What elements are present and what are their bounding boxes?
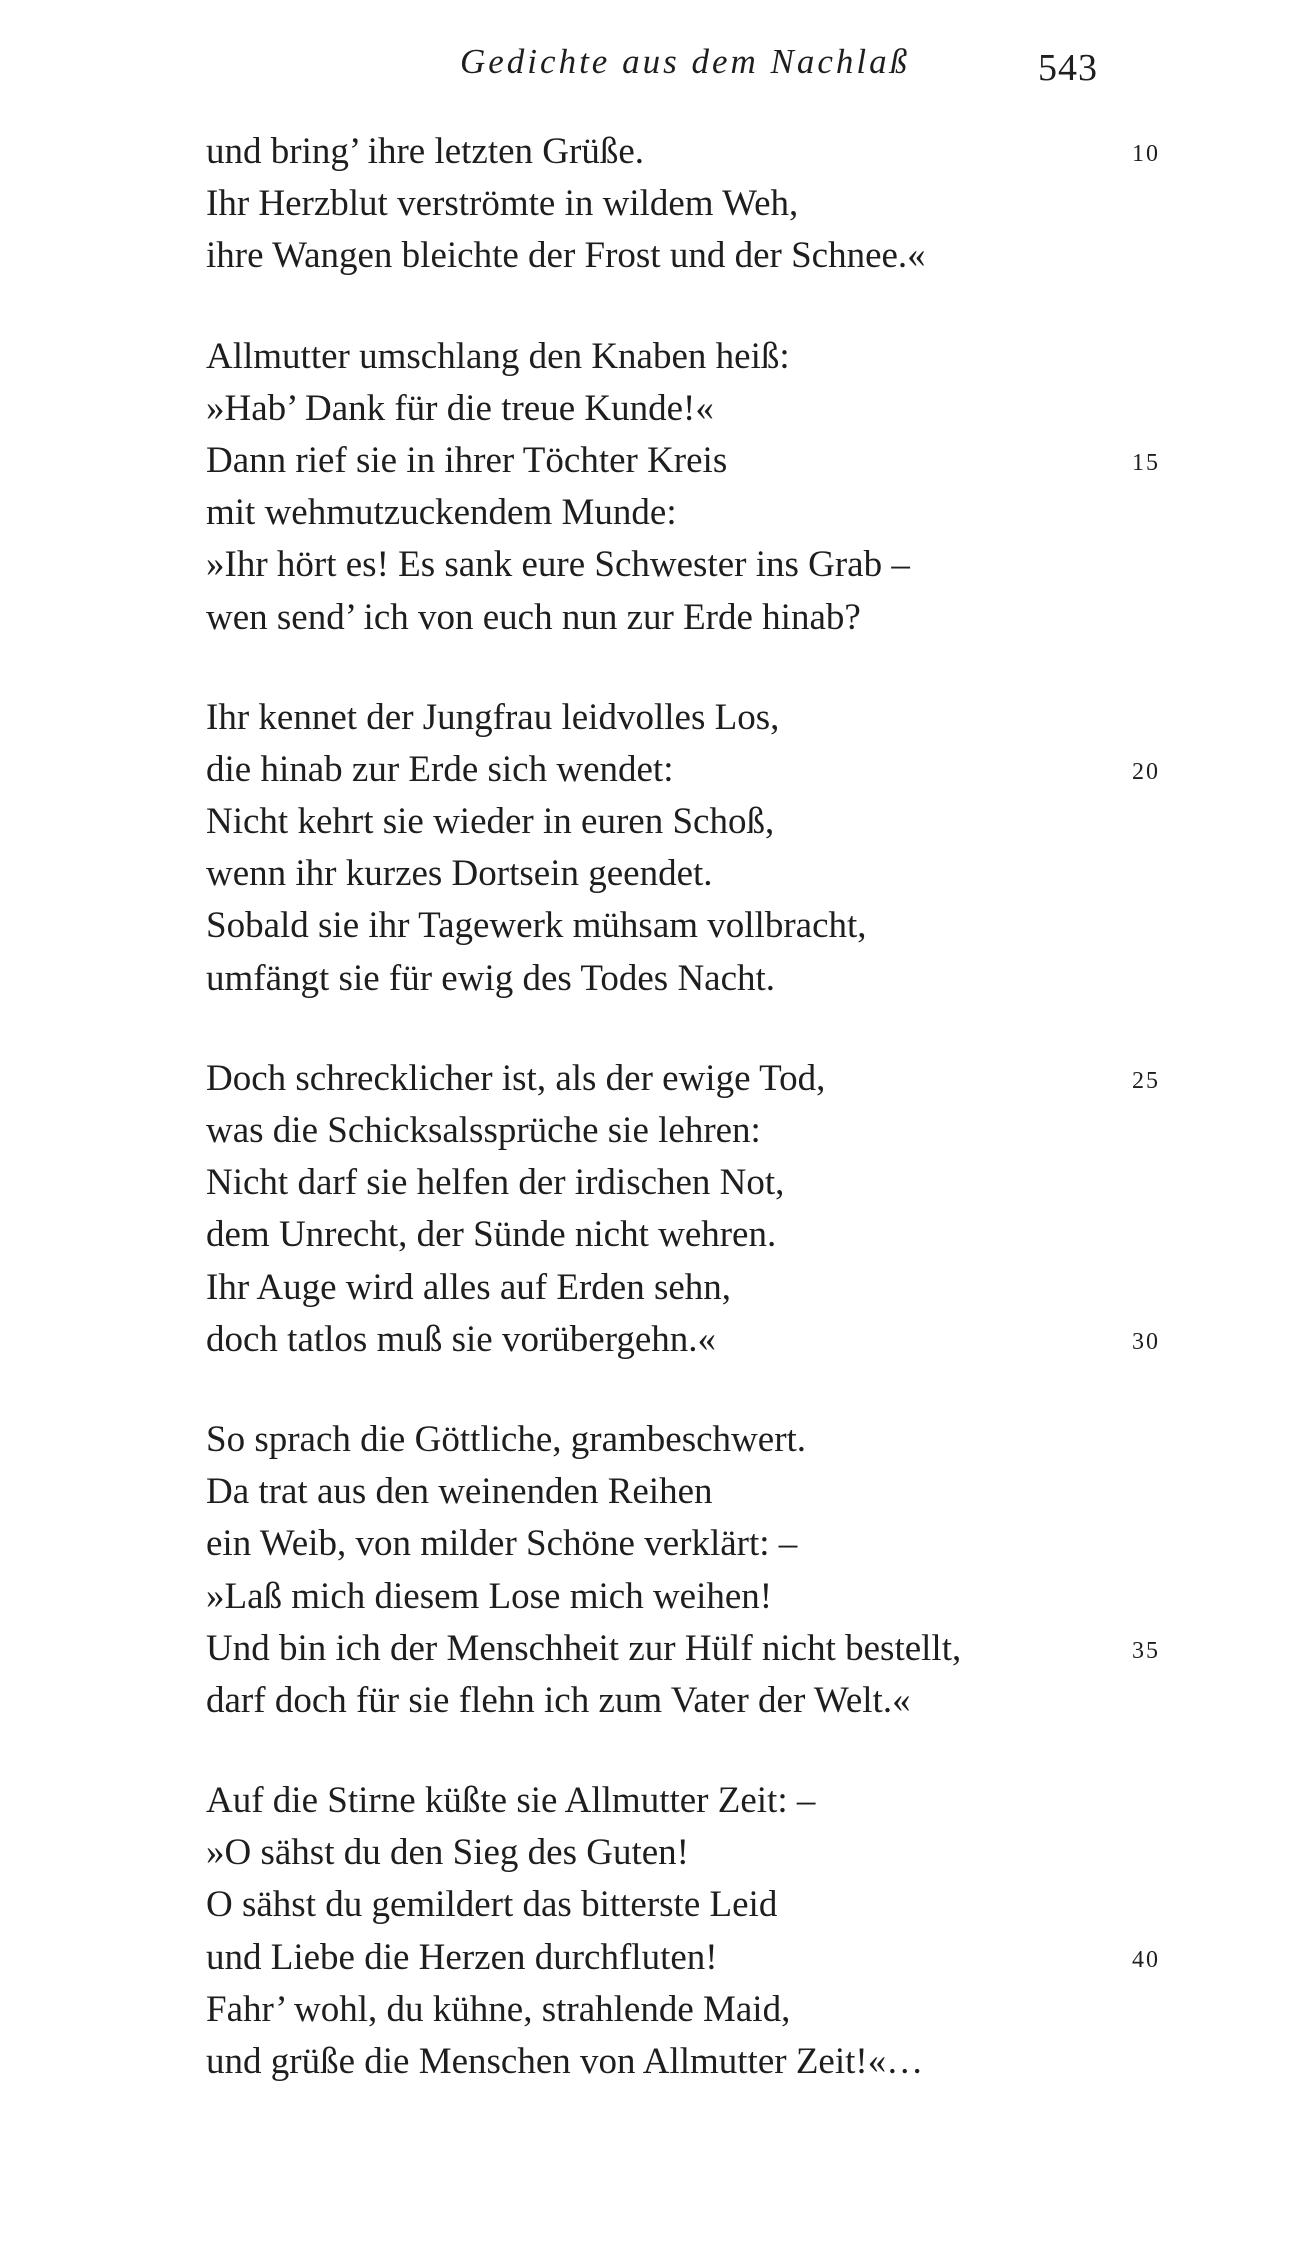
line-text: Nicht kehrt sie wieder in euren Schoß,: [206, 801, 775, 843]
line-text: Dann rief sie in ihrer Töchter Kreis: [206, 439, 728, 481]
line-text: Sobald sie ihr Tagewerk mühsam vollbracht,: [206, 905, 867, 947]
line-text: »Hab’ Dank für die treue Kunde!«: [206, 387, 714, 429]
line-text: O sähst du gemildert das bitterste Leid: [206, 1884, 778, 1926]
page-number: 543: [1038, 47, 1098, 89]
poem-line: [206, 1518, 1206, 1570]
line-text: Allmutter umschlang den Knaben heiß:: [206, 335, 790, 377]
poem-line: [206, 1984, 1206, 2036]
poem-line: [206, 1053, 1206, 1105]
line-text: Ihr kennet der Jungfrau leidvolles Los,: [206, 696, 780, 738]
poem-line: [206, 1827, 1206, 1879]
poem-line: [206, 230, 1206, 282]
line-text: Und bin ich der Menschheit zur Hülf nicht bestellt,: [206, 1627, 962, 1669]
poem-line: [206, 1879, 1206, 1931]
line-text: mit wehmutzuckendem Munde:: [206, 492, 677, 534]
poem-line: [206, 487, 1206, 539]
poem-line: [206, 539, 1206, 591]
line-text: »Ihr hört es! Es sank eure Schwester ins Grab –: [206, 544, 910, 586]
poem-line: [206, 1571, 1206, 1623]
line-text: ein Weib, von milder Schöne verklärt: –: [206, 1523, 798, 1565]
line-text: und Liebe die Herzen durchfluten!: [206, 1936, 718, 1978]
poem-line: [206, 1157, 1206, 1209]
poem-line: [206, 1105, 1206, 1157]
line-text: So sprach die Göttliche, grambeschwert.: [206, 1418, 807, 1460]
poem-line: [206, 953, 1206, 1005]
poem-line: [206, 692, 1206, 744]
line-text: »O sähst du den Sieg des Guten!: [206, 1832, 689, 1874]
poem-line: [206, 1262, 1206, 1314]
line-text: was die Schicksalssprüche sie lehren:: [206, 1110, 761, 1151]
line-number: 40: [1132, 1946, 1160, 1973]
line-number: 30: [1132, 1328, 1160, 1355]
running-title: Gedichte aus dem Nachlaß: [460, 42, 911, 81]
poem-line: [206, 126, 1206, 178]
line-text: die hinab zur Erde sich wendet:: [206, 748, 674, 790]
line-number: 15: [1132, 449, 1160, 476]
line-text: Doch schrecklicher ist, als der ewige Tod,: [206, 1057, 826, 1099]
poem-line: [206, 592, 1206, 644]
stanza: [206, 1775, 1206, 2088]
poem-line: [206, 796, 1206, 848]
poem-line: [206, 178, 1206, 230]
poem-line: [206, 1932, 1206, 1984]
line-text: ihre Wangen bleichte der Frost und der Schnee.«: [206, 235, 926, 277]
stanza: [206, 1053, 1206, 1366]
poem-line: [206, 1414, 1206, 1466]
line-text: Ihr Auge wird alles auf Erden sehn,: [206, 1266, 732, 1308]
stanza: [206, 692, 1206, 1005]
line-number: 25: [1132, 1067, 1160, 1094]
poem-line: [206, 1466, 1206, 1518]
poem: [206, 126, 1206, 2136]
line-number: 20: [1132, 758, 1160, 785]
line-text: wenn ihr kurzes Dortsein geendet.: [206, 853, 713, 895]
stanza: [206, 126, 1206, 283]
poem-line: [206, 1675, 1206, 1727]
line-text: Auf die Stirne küßte sie Allmutter Zeit: –: [206, 1780, 816, 1822]
poem-line: [206, 435, 1206, 487]
line-text: umfängt sie für ewig des Todes Nacht.: [206, 957, 776, 999]
line-number: 10: [1132, 141, 1160, 167]
poem-line: [206, 383, 1206, 435]
running-head: [0, 42, 1294, 102]
poem-line: [206, 1775, 1206, 1827]
stanza: [206, 1414, 1206, 1727]
poem-line: [206, 744, 1206, 796]
line-text: und bring’ ihre letzten Grüße.: [206, 131, 645, 172]
poem-line: [206, 1623, 1206, 1675]
stanza: [206, 331, 1206, 644]
line-text: dem Unrecht, der Sünde nicht wehren.: [206, 1214, 777, 1256]
poem-line: [206, 331, 1206, 383]
line-text: Ihr Herzblut verströmte in wildem Weh,: [206, 183, 799, 225]
line-text: Fahr’ wohl, du kühne, strahlende Maid,: [206, 1988, 791, 2030]
line-number: 35: [1132, 1637, 1160, 1664]
poem-line: [206, 1209, 1206, 1261]
line-text: und grüße die Menschen von Allmutter Zeit!«…: [206, 2041, 924, 2082]
line-text: darf doch für sie flehn ich zum Vater der Welt.«: [206, 1679, 911, 1721]
line-text: doch tatlos muß sie vorübergehn.«: [206, 1318, 717, 1360]
poem-line: [206, 900, 1206, 952]
line-text: Da trat aus den weinenden Reihen: [206, 1471, 713, 1513]
poem-line: [206, 848, 1206, 900]
line-text: wen send’ ich von euch nun zur Erde hinab?: [206, 596, 861, 638]
poem-line: [206, 1314, 1206, 1366]
line-text: Nicht darf sie helfen der irdischen Not,: [206, 1162, 785, 1204]
line-text: »Laß mich diesem Lose mich weihen!: [206, 1575, 773, 1617]
poem-line: [206, 2036, 1206, 2088]
